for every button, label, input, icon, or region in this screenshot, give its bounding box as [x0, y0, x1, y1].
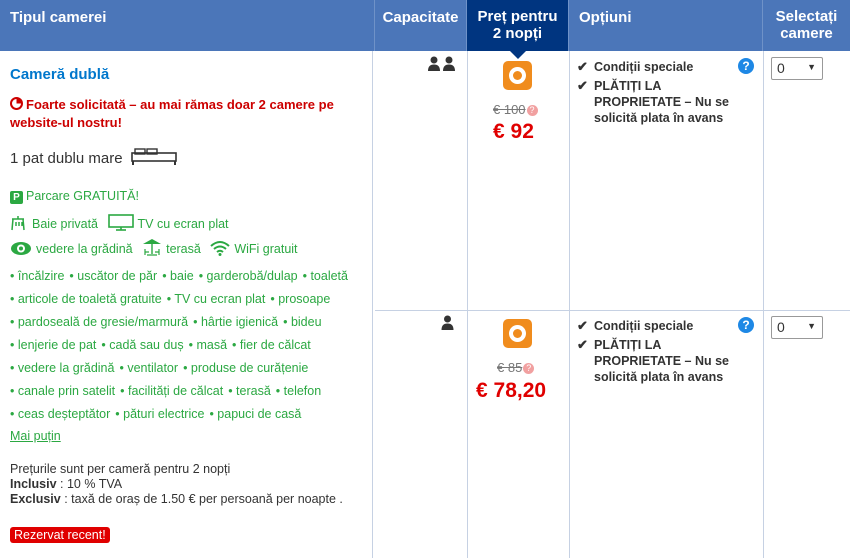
facilities-row-2: vedere la grădină terasă WiFi gratuit: [10, 238, 304, 256]
amenity-item: • cadă sau duș: [101, 338, 183, 352]
amenity-item: • garderobă/dulap: [199, 269, 298, 283]
facilities-row-1: Baie privată TV cu ecran plat: [10, 214, 235, 231]
amenity-item: • TV cu ecran plat: [167, 292, 266, 306]
offer-options: [577, 318, 747, 388]
terrace-icon: [142, 238, 162, 256]
header-room-type: Tipul camerei: [0, 0, 375, 51]
original-price: € 85 ?: [497, 360, 534, 375]
help-icon[interactable]: ?: [738, 58, 754, 74]
amenity-item: • pături electrice: [115, 407, 204, 421]
capacity-one-person-icon: [440, 315, 455, 334]
show-less-link[interactable]: Mai puțin: [10, 429, 61, 443]
column-divider: [763, 51, 764, 558]
amenity-item: • baie: [162, 269, 194, 283]
price-info-icon[interactable]: ?: [527, 105, 538, 116]
note-line: Prețurile sunt per cameră pentru 2 nopți: [10, 462, 231, 476]
amenity-item: • uscător de păr: [69, 269, 157, 283]
amenity-item: • papuci de casă: [209, 407, 301, 421]
amenity-item: • încălzire: [10, 269, 64, 283]
amenity-item: • prosoape: [270, 292, 330, 306]
original-price: € 100 ?: [493, 102, 538, 117]
parking-info: P Parcare GRATUITĂ!: [10, 189, 139, 204]
amenities-list: [10, 265, 370, 426]
capacity-two-persons-icon: [427, 56, 457, 75]
room-quantity-select[interactable]: 0 ▼: [771, 57, 823, 80]
column-divider: [569, 51, 570, 558]
recently-booked-badge: Rezervat recent!: [10, 527, 110, 543]
option-pay-at-property: ✔ PLĂTIȚI LA PROPRIETATE – Nu se solicită plata în avans: [577, 78, 747, 126]
chevron-down-icon: ▼: [807, 62, 816, 72]
column-divider: [372, 51, 373, 558]
amenity-item: • lenjerie de pat: [10, 338, 96, 352]
price-notes: [10, 462, 343, 507]
bed-info: 1 pat dublu mare: [10, 148, 177, 167]
header-select-rooms: Selectați camere: [763, 0, 850, 51]
amenity-item: • toaletă: [303, 269, 348, 283]
amenity-item: • ventilator: [119, 361, 178, 375]
row-divider: [375, 310, 850, 311]
amenity-item: • vedere la grădină: [10, 361, 114, 375]
offer-options: [577, 59, 747, 129]
amenity-item: • masă: [189, 338, 227, 352]
room-quantity-select[interactable]: 0 ▼: [771, 316, 823, 339]
amenity-item: • facilități de călcat: [120, 384, 223, 398]
column-divider: [467, 51, 468, 558]
room-title-link[interactable]: Cameră dublă: [10, 66, 110, 83]
note-inclusive: Inclusiv : 10 % TVA: [10, 477, 123, 491]
note-exclusive: Exclusiv : taxă de oraș de 1.50 € per persoană per noapte .: [10, 492, 343, 506]
option-pay-at-property: ✔ PLĂTIȚI LA PROPRIETATE – Nu se solicită plata în avans: [577, 337, 747, 385]
amenity-item: • hârtie igienică: [193, 315, 278, 329]
eye-icon: [10, 241, 32, 256]
amenity-item: • ceas deșteptător: [10, 407, 110, 421]
header-capacity: Capacitate: [375, 0, 467, 51]
amenity-item: • articole de toaletă gratuite: [10, 292, 162, 306]
chevron-down-icon: ▼: [807, 321, 816, 331]
price-info-icon[interactable]: ?: [523, 363, 534, 374]
amenity-item: • terasă: [228, 384, 271, 398]
double-bed-icon: [131, 148, 177, 166]
parking-icon: P: [10, 191, 23, 204]
amenity-item: • pardoseală de gresie/marmură: [10, 315, 188, 329]
discounted-price: € 78,20: [476, 379, 547, 402]
amenity-item: • canale prin satelit: [10, 384, 115, 398]
option-special-conditions[interactable]: ✔ Condiții speciale: [577, 59, 747, 75]
urgency-message: Foarte solicitată – au mai rămas doar 2 camere pe website-ul nostru!: [10, 97, 334, 130]
pie-clock-icon: [10, 97, 23, 110]
amenity-item: • telefon: [276, 384, 321, 398]
shower-icon: [10, 215, 28, 231]
amenity-item: • produse de curățenie: [183, 361, 308, 375]
header-options: Opțiuni: [569, 0, 763, 51]
help-icon[interactable]: ?: [738, 317, 754, 333]
deal-icon[interactable]: [503, 61, 532, 90]
discounted-price: € 92: [493, 120, 534, 143]
wifi-icon: [210, 240, 230, 256]
amenity-item: • bideu: [283, 315, 321, 329]
amenity-item: • fier de călcat: [232, 338, 311, 352]
header-price[interactable]: Preț pentru 2 nopți: [467, 0, 569, 51]
deal-icon[interactable]: [503, 319, 532, 348]
tv-icon: [108, 214, 134, 231]
option-special-conditions[interactable]: ✔ Condiții speciale: [577, 318, 747, 334]
